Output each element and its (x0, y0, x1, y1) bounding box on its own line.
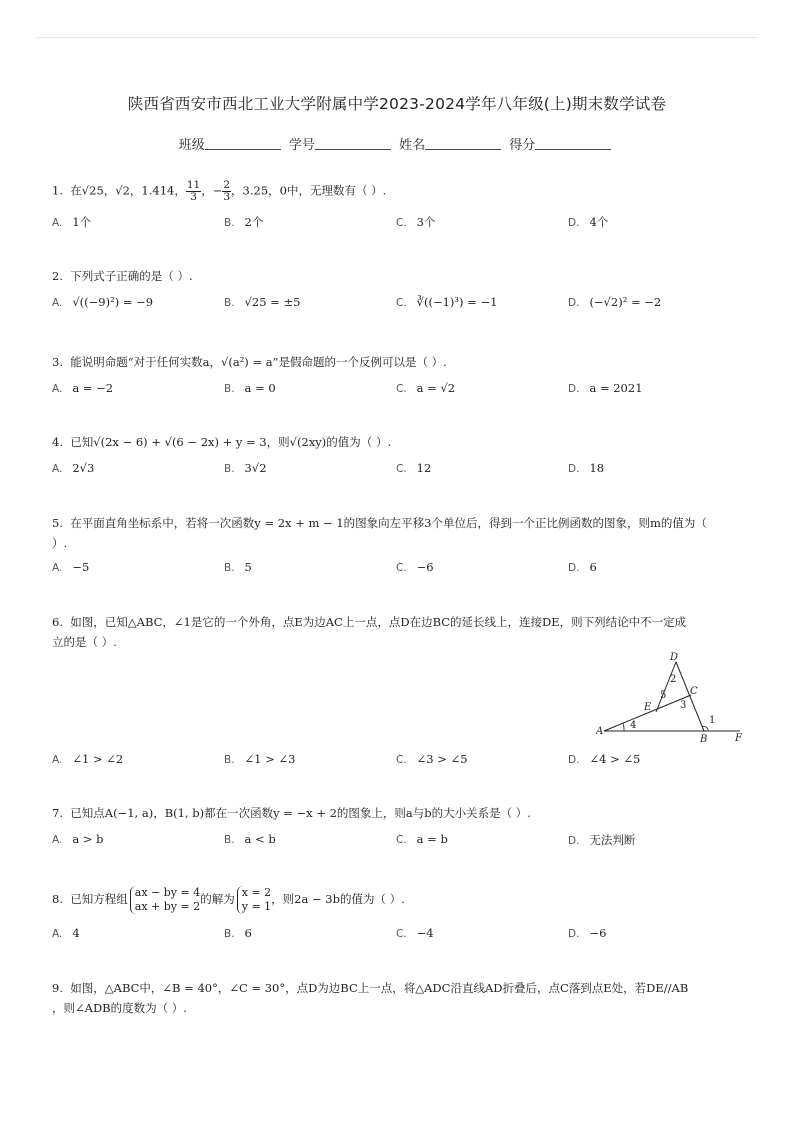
option-c[interactable]: C. 12 (396, 461, 432, 475)
score-blank[interactable] (535, 138, 611, 150)
label-E: E (644, 702, 652, 713)
option-c[interactable]: C. a = b (396, 832, 448, 846)
question-number: 2. (52, 269, 63, 283)
question-text: 如图，已知△ABC，∠1是它的一个外角，点E为边AC上一点，点D在边BC的延长线上，连接DE，则下列结论中不一定成 (70, 615, 687, 629)
question-8-options (52, 926, 742, 948)
question-6-options (52, 752, 742, 774)
option-a[interactable]: A. −5 (52, 560, 90, 574)
option-a[interactable]: A. 2√3 (52, 461, 95, 475)
question-4-options (52, 461, 742, 483)
option-b[interactable]: B. 5 (224, 560, 252, 574)
question-6 (52, 612, 752, 652)
option-b[interactable]: B. 6 (224, 926, 252, 940)
question-text: ，− (201, 183, 223, 198)
label-C: C (690, 686, 698, 697)
option-d[interactable]: D. a = 2021 (568, 381, 643, 395)
label-A: A (596, 726, 604, 737)
question-text: ，1.414， (129, 183, 186, 198)
option-b[interactable]: B. √25 = ±5 (224, 295, 301, 309)
label-F: F (735, 733, 742, 744)
option-c[interactable]: C. ∛((−1)³) = −1 (396, 295, 498, 309)
page-title: 陕西省西安市西北工业大学附属中学2023-2024学年八年级(上)期末数学试卷 (127, 95, 667, 113)
fraction: $\frac{2}{3}$ (223, 179, 231, 203)
equation-system: ax − by = 4 ax + by = 2 (130, 886, 200, 914)
question-text: 已知√(2x − 6) + √(6 − 2x) + y = 3，则√(2xy)的值为（ ）. (70, 435, 392, 449)
label-1: 1 (709, 715, 716, 726)
question-text: 的解为 (200, 892, 235, 906)
question-number: 7. (52, 806, 63, 820)
option-d[interactable]: D. 6 (568, 560, 597, 574)
question-2 (52, 266, 752, 286)
question-5 (52, 513, 752, 553)
line-AC (604, 695, 691, 731)
question-2-options (52, 295, 742, 317)
question-1 (52, 180, 752, 203)
header-divider (36, 37, 758, 38)
option-b[interactable]: B. a = 0 (224, 381, 276, 395)
label-D: D (670, 652, 679, 663)
option-d[interactable]: D. 无法判断 (568, 833, 636, 847)
question-3-options (52, 381, 742, 403)
option-b[interactable]: B. a < b (224, 832, 276, 846)
triangle-figure (596, 650, 746, 745)
option-d[interactable]: D. (−√2)² = −2 (568, 295, 662, 309)
question-4 (52, 432, 752, 452)
question-number: 3. (52, 355, 63, 369)
question-text: 在平面直角坐标系中，若将一次函数y = 2x + m − 1的图象向左平移3个单位后，得到一个正比例函数的图象，则m的值为（ (70, 516, 707, 530)
question-number: 1. (52, 183, 63, 198)
question-number: 8. (52, 892, 63, 906)
option-a[interactable]: A. ∠1 > ∠2 (52, 752, 124, 766)
option-c[interactable]: C. 3个 (396, 215, 436, 229)
question-text: 已知方程组 (70, 892, 128, 906)
question-number: 9. (52, 981, 63, 995)
question-5-options (52, 560, 742, 582)
question-text: ，则2a − 3b的值为（ ）. (271, 892, 405, 906)
label-2: 2 (670, 674, 677, 685)
option-a[interactable]: A. 4 (52, 926, 80, 940)
question-3 (52, 352, 752, 372)
fraction: $\frac{11}{3}$ (186, 179, 201, 203)
question-number: 6. (52, 615, 63, 629)
option-a[interactable]: A. a > b (52, 832, 104, 846)
question-text: ， (103, 183, 116, 198)
option-b[interactable]: B. ∠1 > ∠3 (224, 752, 296, 766)
class-blank[interactable] (205, 138, 281, 150)
option-d[interactable]: D. 4个 (568, 215, 609, 229)
label-4: 4 (630, 720, 637, 731)
question-number: 5. (52, 516, 63, 530)
question-1-options (52, 214, 742, 236)
name-field-label: 姓名 (399, 138, 426, 153)
option-d[interactable]: D. 18 (568, 461, 605, 475)
name-blank[interactable] (425, 138, 501, 150)
solution-system: x = 2 y = 1 (237, 886, 271, 914)
option-b[interactable]: B. 2个 (224, 215, 264, 229)
question-9 (52, 978, 752, 1018)
option-a[interactable]: A. a = −2 (52, 381, 114, 395)
question-text: 在 (70, 183, 82, 198)
student-id-blank[interactable] (315, 138, 391, 150)
angle-4-arc (623, 723, 624, 731)
option-c[interactable]: C. −6 (396, 560, 434, 574)
question-text: 如图，△ABC中，∠B = 40°，∠C = 30°，点D为边BC上一点，将△ADC沿直线AD折叠后，点C落到点E处，若DE//AB (70, 981, 689, 995)
label-B: B (700, 734, 708, 745)
question-number: 4. (52, 435, 63, 449)
question-7-options (52, 832, 742, 854)
question-text-continued: ）. (52, 536, 68, 550)
question-text: 能说明命题“对于任何实数a，√(a²) = a”是假命题的一个反例可以是（ ）. (70, 355, 447, 369)
student-id-field-label: 学号 (288, 138, 315, 153)
option-a[interactable]: A. 1个 (52, 215, 92, 229)
question-text: 已知点A(−1, a)，B(1, b)都在一次函数y = −x + 2的图象上，则a与b的大小关系是（ ）. (70, 806, 531, 820)
math-expr: √25 (81, 183, 104, 198)
question-text: 下列式子正确的是（ ）. (70, 269, 193, 283)
option-c[interactable]: C. −4 (396, 926, 434, 940)
question-text-continued: 立的是（ ）. (52, 635, 117, 649)
option-c[interactable]: C. ∠3 > ∠5 (396, 752, 468, 766)
label-3: 3 (680, 700, 687, 711)
class-field-label: 班级 (178, 138, 205, 153)
line-DE (656, 662, 676, 712)
student-info-line (0, 134, 794, 153)
option-c[interactable]: C. a = √2 (396, 381, 456, 395)
question-text: ，3.25，0中，无理数有（ ）. (231, 183, 387, 198)
question-7 (52, 803, 752, 823)
option-a[interactable]: A. √((−9)²) = −9 (52, 295, 154, 309)
option-d[interactable]: D. ∠4 > ∠5 (568, 752, 641, 766)
question-8 (52, 883, 752, 915)
question-text-continued: ，则∠ADB的度数为（ ）. (52, 1001, 187, 1015)
math-expr: √2 (115, 183, 130, 198)
option-d[interactable]: D. −6 (568, 926, 607, 940)
score-field-label: 得分 (509, 138, 536, 153)
label-5: 5 (660, 690, 667, 701)
option-b[interactable]: B. 3√2 (224, 461, 267, 475)
